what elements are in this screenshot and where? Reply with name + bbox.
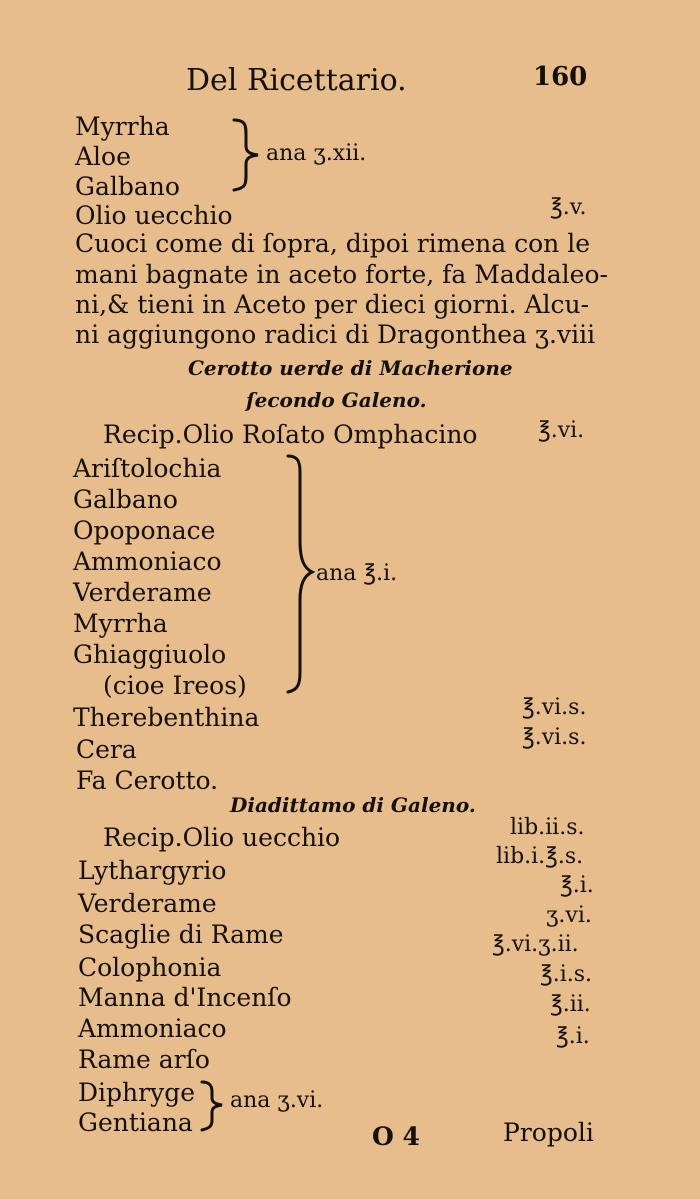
ingredient: Verderame [78,889,217,918]
ana-dose: ana ℥.i. [316,561,398,586]
dose: ℥.vi. [538,418,585,443]
dose: ℥.i.s. [540,962,593,987]
instruction-line: Fa Cerotto. [76,766,219,795]
ana-dose: ana ʒ.vi. [230,1088,324,1113]
dose: lib.i.℥.s. [496,844,584,869]
recipe-title: Cerotto uerde di Macherione [188,356,513,380]
ingredient: Ammoniaco [78,1014,227,1043]
ingredient: (cioe Ireos) [103,671,247,700]
ingredient: Ghiaggiuolo [73,640,227,669]
recipe-line: Recip.Olio Roſato Omphacino [103,420,478,449]
ingredient: Aloe [75,142,131,171]
ingredient: Ammoniaco [73,547,222,576]
ingredient: Ariſtolochia [73,454,222,483]
ingredient: Manna d'Incenſo [78,983,292,1012]
ingredient: Galbano [73,485,178,514]
folio-number: 160 [533,62,588,92]
dose: ℥.i. [560,873,594,898]
dose: ℥.vi.s. [522,695,587,720]
dose: ʒ.vi. [546,903,592,928]
instruction-line: ni aggiungono radici di Dragonthea ʒ.viii [75,320,596,349]
recipe-title: Diadittamo di Galeno. [230,793,476,817]
recipe-line: Recip.Olio uecchio [103,823,341,852]
dose: lib.ii.s. [510,815,585,840]
ingredient: Scaglie di Rame [78,920,284,949]
ingredient: Myrrha [75,112,170,141]
ana-dose: ana ʒ.xii. [266,141,367,166]
brace-icon [228,116,268,196]
instruction-line: ni,& tieni in Aceto per dieci giorni. Alcu- [75,290,590,319]
ingredient: Lythargyrio [78,856,227,885]
running-head: Del Ricettario. [186,63,407,98]
ingredient: Verderame [73,578,212,607]
brace-icon [198,1078,232,1138]
instruction-line: Cuoci come di ſopra, dipoi rimena con le [75,229,591,258]
dose: ℥.vi.s. [522,725,587,750]
ingredient: Olio uecchio [75,201,233,230]
ingredient: Therebenthina [73,703,260,732]
dose: ℥.i. [556,1024,590,1049]
dose: ℥.vi.ʒ.ii. [492,932,579,957]
ingredient: Gentiana [78,1108,193,1137]
ingredient: Opoponace [73,516,216,545]
ingredient: Cera [76,735,137,764]
instruction-line: mani bagnate in aceto forte, fa Maddaleo- [75,260,608,289]
ingredient: Myrrha [73,609,168,638]
signature-mark: O 4 [372,1122,420,1151]
ingredient: Galbano [75,172,180,201]
ingredient: Colophonia [78,953,222,982]
recipe-title: ſecondo Galeno. [246,388,427,412]
catchword: Propoli [503,1118,594,1147]
dose: ℥.v. [550,195,587,220]
dose: ℥.ii. [550,992,591,1017]
ingredient: Diphryge [78,1078,196,1107]
ingredient: Rame arſo [78,1045,210,1074]
